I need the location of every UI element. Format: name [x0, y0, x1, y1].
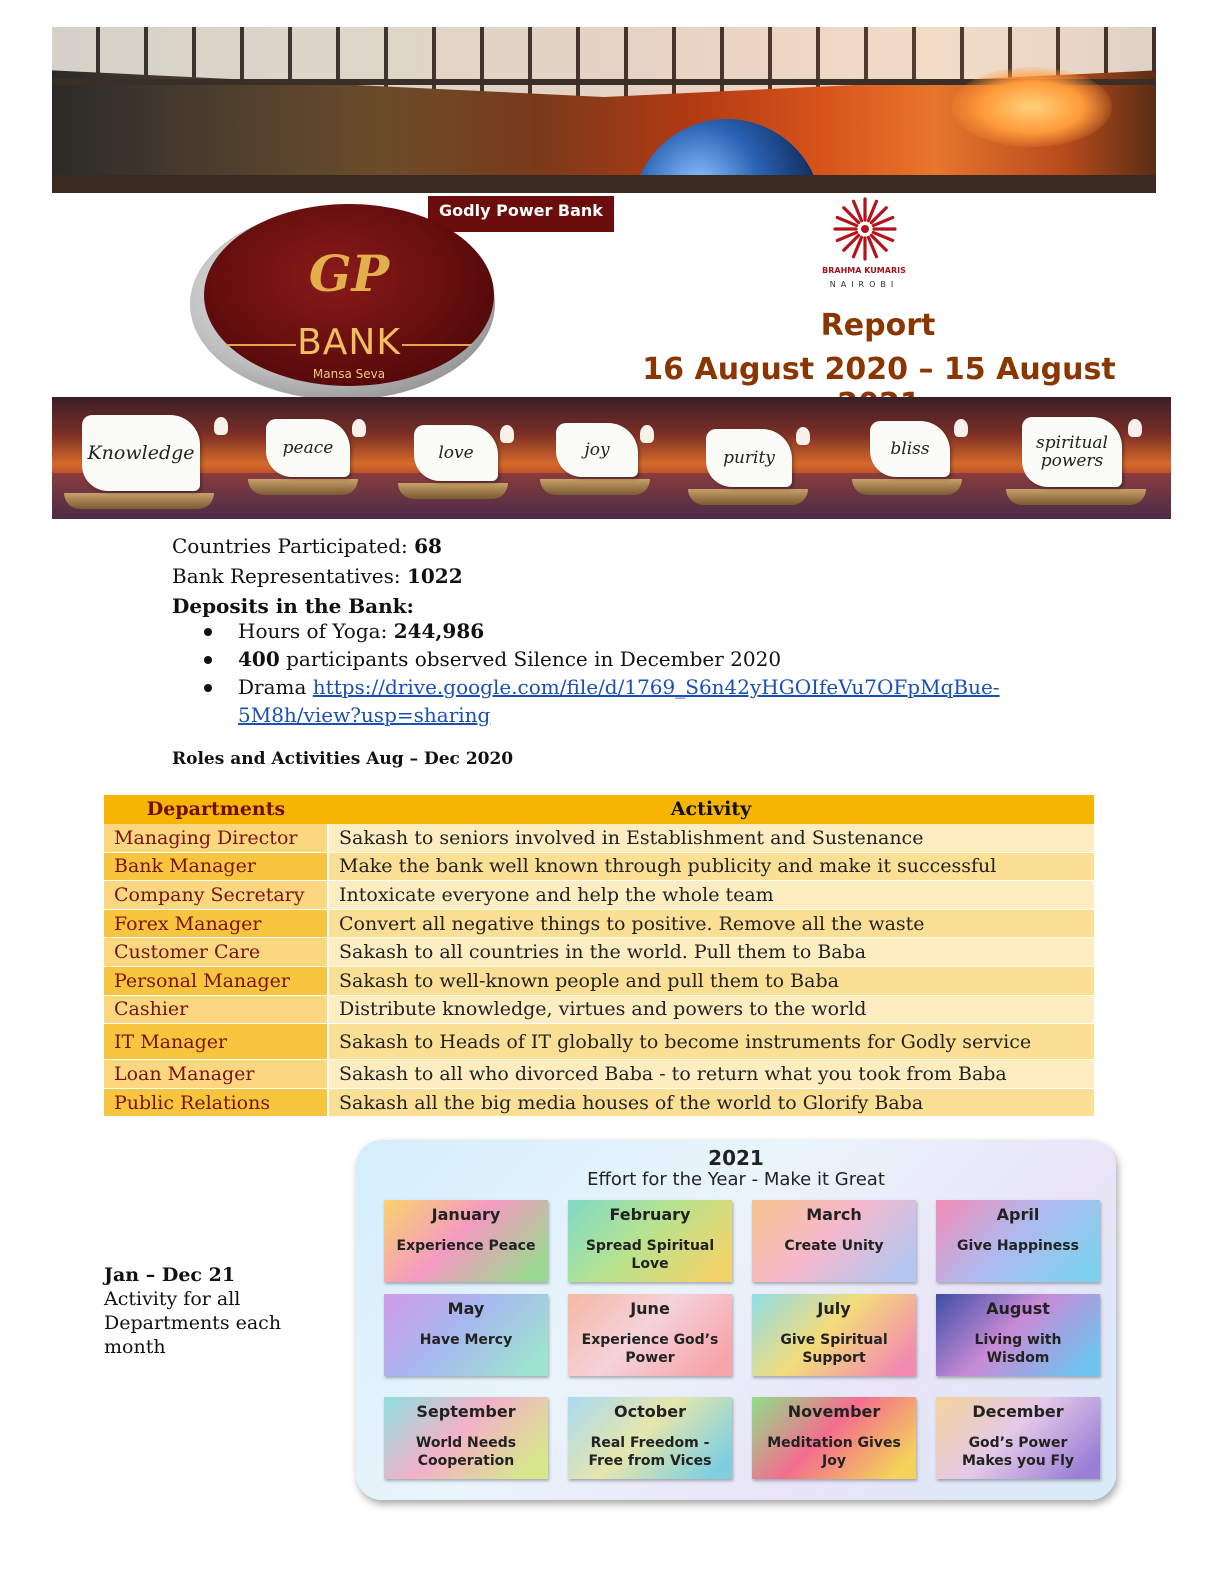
list-item-yoga: [200, 617, 1100, 645]
countries-value: 68: [414, 534, 442, 558]
month-effort: Give Spiritual Support: [780, 1332, 888, 1366]
department-cell: IT Manager: [104, 1024, 328, 1060]
month-tile-june: [568, 1294, 732, 1376]
department-cell: Forex Manager: [104, 909, 328, 938]
table-row: [104, 824, 1094, 853]
month-name: September: [416, 1402, 516, 1421]
activity-cell: Intoxicate everyone and help the whole team: [328, 881, 1094, 910]
sail-spiritual-powers: spiritual powers: [1022, 417, 1122, 487]
month-name: June: [630, 1299, 670, 1318]
table-row: [104, 1024, 1094, 1060]
sails-banner: [52, 397, 1171, 519]
department-cell: Company Secretary: [104, 881, 328, 910]
month-tile-april: [936, 1200, 1100, 1282]
activity-cell: Sakash to all who divorced Baba - to return what you took from Baba: [328, 1060, 1094, 1089]
gp-monogram: GP: [308, 244, 390, 303]
godly-power-bank-badge: Godly Power Bank: [428, 196, 614, 232]
boat-hull: [398, 483, 508, 499]
bullet-icon: [204, 684, 212, 692]
logo-bank-text: BANK: [297, 322, 401, 363]
header-departments: Departments: [104, 795, 328, 824]
month-tile-december: [936, 1397, 1100, 1479]
org-city: NAIROBI: [829, 280, 899, 289]
month-name: December: [972, 1402, 1064, 1421]
month-tile-november: [752, 1397, 916, 1479]
angel-icon: [352, 419, 366, 437]
countries-line: [172, 531, 463, 561]
activity-cell: Sakash to Heads of IT globally to become instruments for Godly service: [328, 1024, 1094, 1060]
month-name: August: [986, 1299, 1050, 1318]
department-cell: Managing Director: [104, 824, 328, 853]
sail-bliss: bliss: [870, 421, 950, 477]
month-effort: Real Freedom - Free from Vices: [588, 1435, 712, 1469]
department-cell: Customer Care: [104, 938, 328, 967]
logo-subtitle: Mansa Seva: [312, 367, 386, 381]
boat-hull: [248, 479, 358, 495]
yoga-value: 244,986: [393, 619, 485, 643]
month-name: October: [614, 1402, 686, 1421]
hall-floor: [52, 175, 1156, 193]
gp-bank-logo: [204, 204, 494, 386]
month-tile-may: [384, 1294, 548, 1376]
month-tile-march: [752, 1200, 916, 1282]
sail-peace: peace: [266, 419, 350, 477]
month-name: November: [787, 1402, 881, 1421]
department-cell: Bank Manager: [104, 852, 328, 881]
activity-cell: Distribute knowledge, virtues and powers to the world: [328, 995, 1094, 1024]
bullet-icon: [204, 656, 212, 664]
activity-cell: Sakash to well-known people and pull them to Baba: [328, 967, 1094, 996]
table-row: [104, 852, 1094, 881]
drama-link-part1: https://drive.google.com/file/d/1769_S6n42yHGOIfeVu7OFpMqBue-: [312, 675, 1000, 699]
boat-hull: [64, 493, 214, 509]
month-tile-july: [752, 1294, 916, 1376]
activity-cell: Make the bank well known through publicity and make it successful: [328, 852, 1094, 881]
month-effort: Meditation Gives Joy: [767, 1435, 901, 1469]
activity-cell: Sakash to seniors involved in Establishment and Sustenance: [328, 824, 1094, 853]
roles-table: [104, 795, 1094, 1117]
boat-hull: [688, 489, 808, 505]
department-cell: Personal Manager: [104, 967, 328, 996]
department-cell: Loan Manager: [104, 1060, 328, 1089]
angel-icon: [500, 425, 514, 443]
table-header-row: [104, 795, 1094, 824]
table-row: [104, 1060, 1094, 1089]
reps-label: Bank Representatives:: [172, 564, 401, 588]
sail-purity: purity: [706, 429, 792, 487]
month-effort: Living with Wisdom: [974, 1332, 1062, 1366]
month-effort: Spread Spiritual Love: [585, 1238, 715, 1272]
angel-icon: [214, 417, 228, 435]
silence-text: participants observed Silence in December 2020: [286, 647, 782, 671]
month-name: March: [806, 1205, 862, 1224]
month-effort: God’s Power Makes you Fly: [961, 1435, 1075, 1469]
deposit-list: [200, 617, 1100, 729]
month-tile-august: [936, 1294, 1100, 1376]
month-name: April: [996, 1205, 1040, 1224]
month-effort: Experience Peace: [396, 1238, 536, 1254]
activity-cell: Convert all negative things to positive. Remove all the waste: [328, 909, 1094, 938]
month-tile-september: [384, 1397, 548, 1479]
effort-for-year-card: [356, 1140, 1116, 1500]
activity-cell: Sakash all the big media houses of the world to Glorify Baba: [328, 1088, 1094, 1117]
list-item-silence: [200, 645, 1100, 673]
month-name: May: [447, 1299, 485, 1318]
department-cell: Cashier: [104, 995, 328, 1024]
table-row: [104, 967, 1094, 996]
table-row: [104, 881, 1094, 910]
reps-line: [172, 561, 463, 591]
header-hall-photo: [52, 27, 1156, 193]
month-name: February: [609, 1205, 691, 1224]
sail-joy: joy: [556, 423, 638, 477]
report-dates: 16 August 2020 – 15 August: [642, 352, 1116, 387]
header-activity: Activity: [328, 795, 1094, 824]
countries-label: Countries Participated:: [172, 534, 408, 558]
table-row: [104, 995, 1094, 1024]
drama-label: Drama: [238, 675, 307, 699]
list-item-drama: [200, 673, 1100, 729]
table-row: [104, 1088, 1094, 1117]
month-tile-february: [568, 1200, 732, 1282]
angel-icon: [640, 425, 654, 443]
bullet-icon: [204, 628, 212, 636]
note-text: Activity for all Departments each month: [104, 1288, 282, 1358]
month-effort: Experience God’s Power: [581, 1332, 719, 1366]
table-row: [104, 938, 1094, 967]
angel-icon: [954, 419, 968, 437]
month-tile-january: [384, 1200, 548, 1282]
silence-value: 400: [238, 647, 280, 671]
drama-link-part2: 5M8h/view?usp=sharing: [238, 703, 491, 727]
month-tile-october: [568, 1397, 732, 1479]
note-title: Jan – Dec 21: [104, 1264, 236, 1286]
sunrise-mural: [952, 67, 1112, 147]
month-effort: Have Mercy: [419, 1332, 513, 1348]
month-name: July: [817, 1299, 851, 1318]
angel-icon: [796, 427, 810, 445]
sail-knowledge: Knowledge: [82, 415, 200, 491]
report-title: Report: [820, 308, 936, 343]
month-effort: Give Happiness: [957, 1238, 1079, 1254]
roles-title: Roles and Activities Aug – Dec 2020: [172, 749, 514, 769]
reps-value: 1022: [406, 564, 463, 588]
sail-love: love: [414, 425, 498, 481]
effort-year: 2021: [708, 1146, 764, 1170]
boat-hull: [852, 479, 962, 495]
activity-cell: Sakash to all countries in the world. Pull them to Baba: [328, 938, 1094, 967]
month-effort: World Needs Cooperation: [415, 1435, 517, 1469]
boat-hull: [1006, 489, 1146, 505]
month-name: January: [431, 1205, 501, 1224]
month-effort: Create Unity: [784, 1238, 884, 1254]
department-cell: Public Relations: [104, 1088, 328, 1117]
brahma-kumaris-sun-icon: [832, 196, 898, 262]
yoga-label: Hours of Yoga:: [238, 619, 388, 643]
effort-title: Effort for the Year - Make it Great: [587, 1169, 885, 1190]
table-row: [104, 909, 1094, 938]
angel-icon: [1128, 419, 1142, 437]
deposits-label: Deposits in the Bank:: [172, 594, 414, 618]
boat-hull: [540, 479, 650, 495]
drama-link[interactable]: [238, 675, 1000, 727]
org-name: BRAHMA KUMARIS: [822, 266, 906, 275]
stats-block: [172, 531, 463, 621]
monthly-activity-note: [104, 1263, 304, 1359]
